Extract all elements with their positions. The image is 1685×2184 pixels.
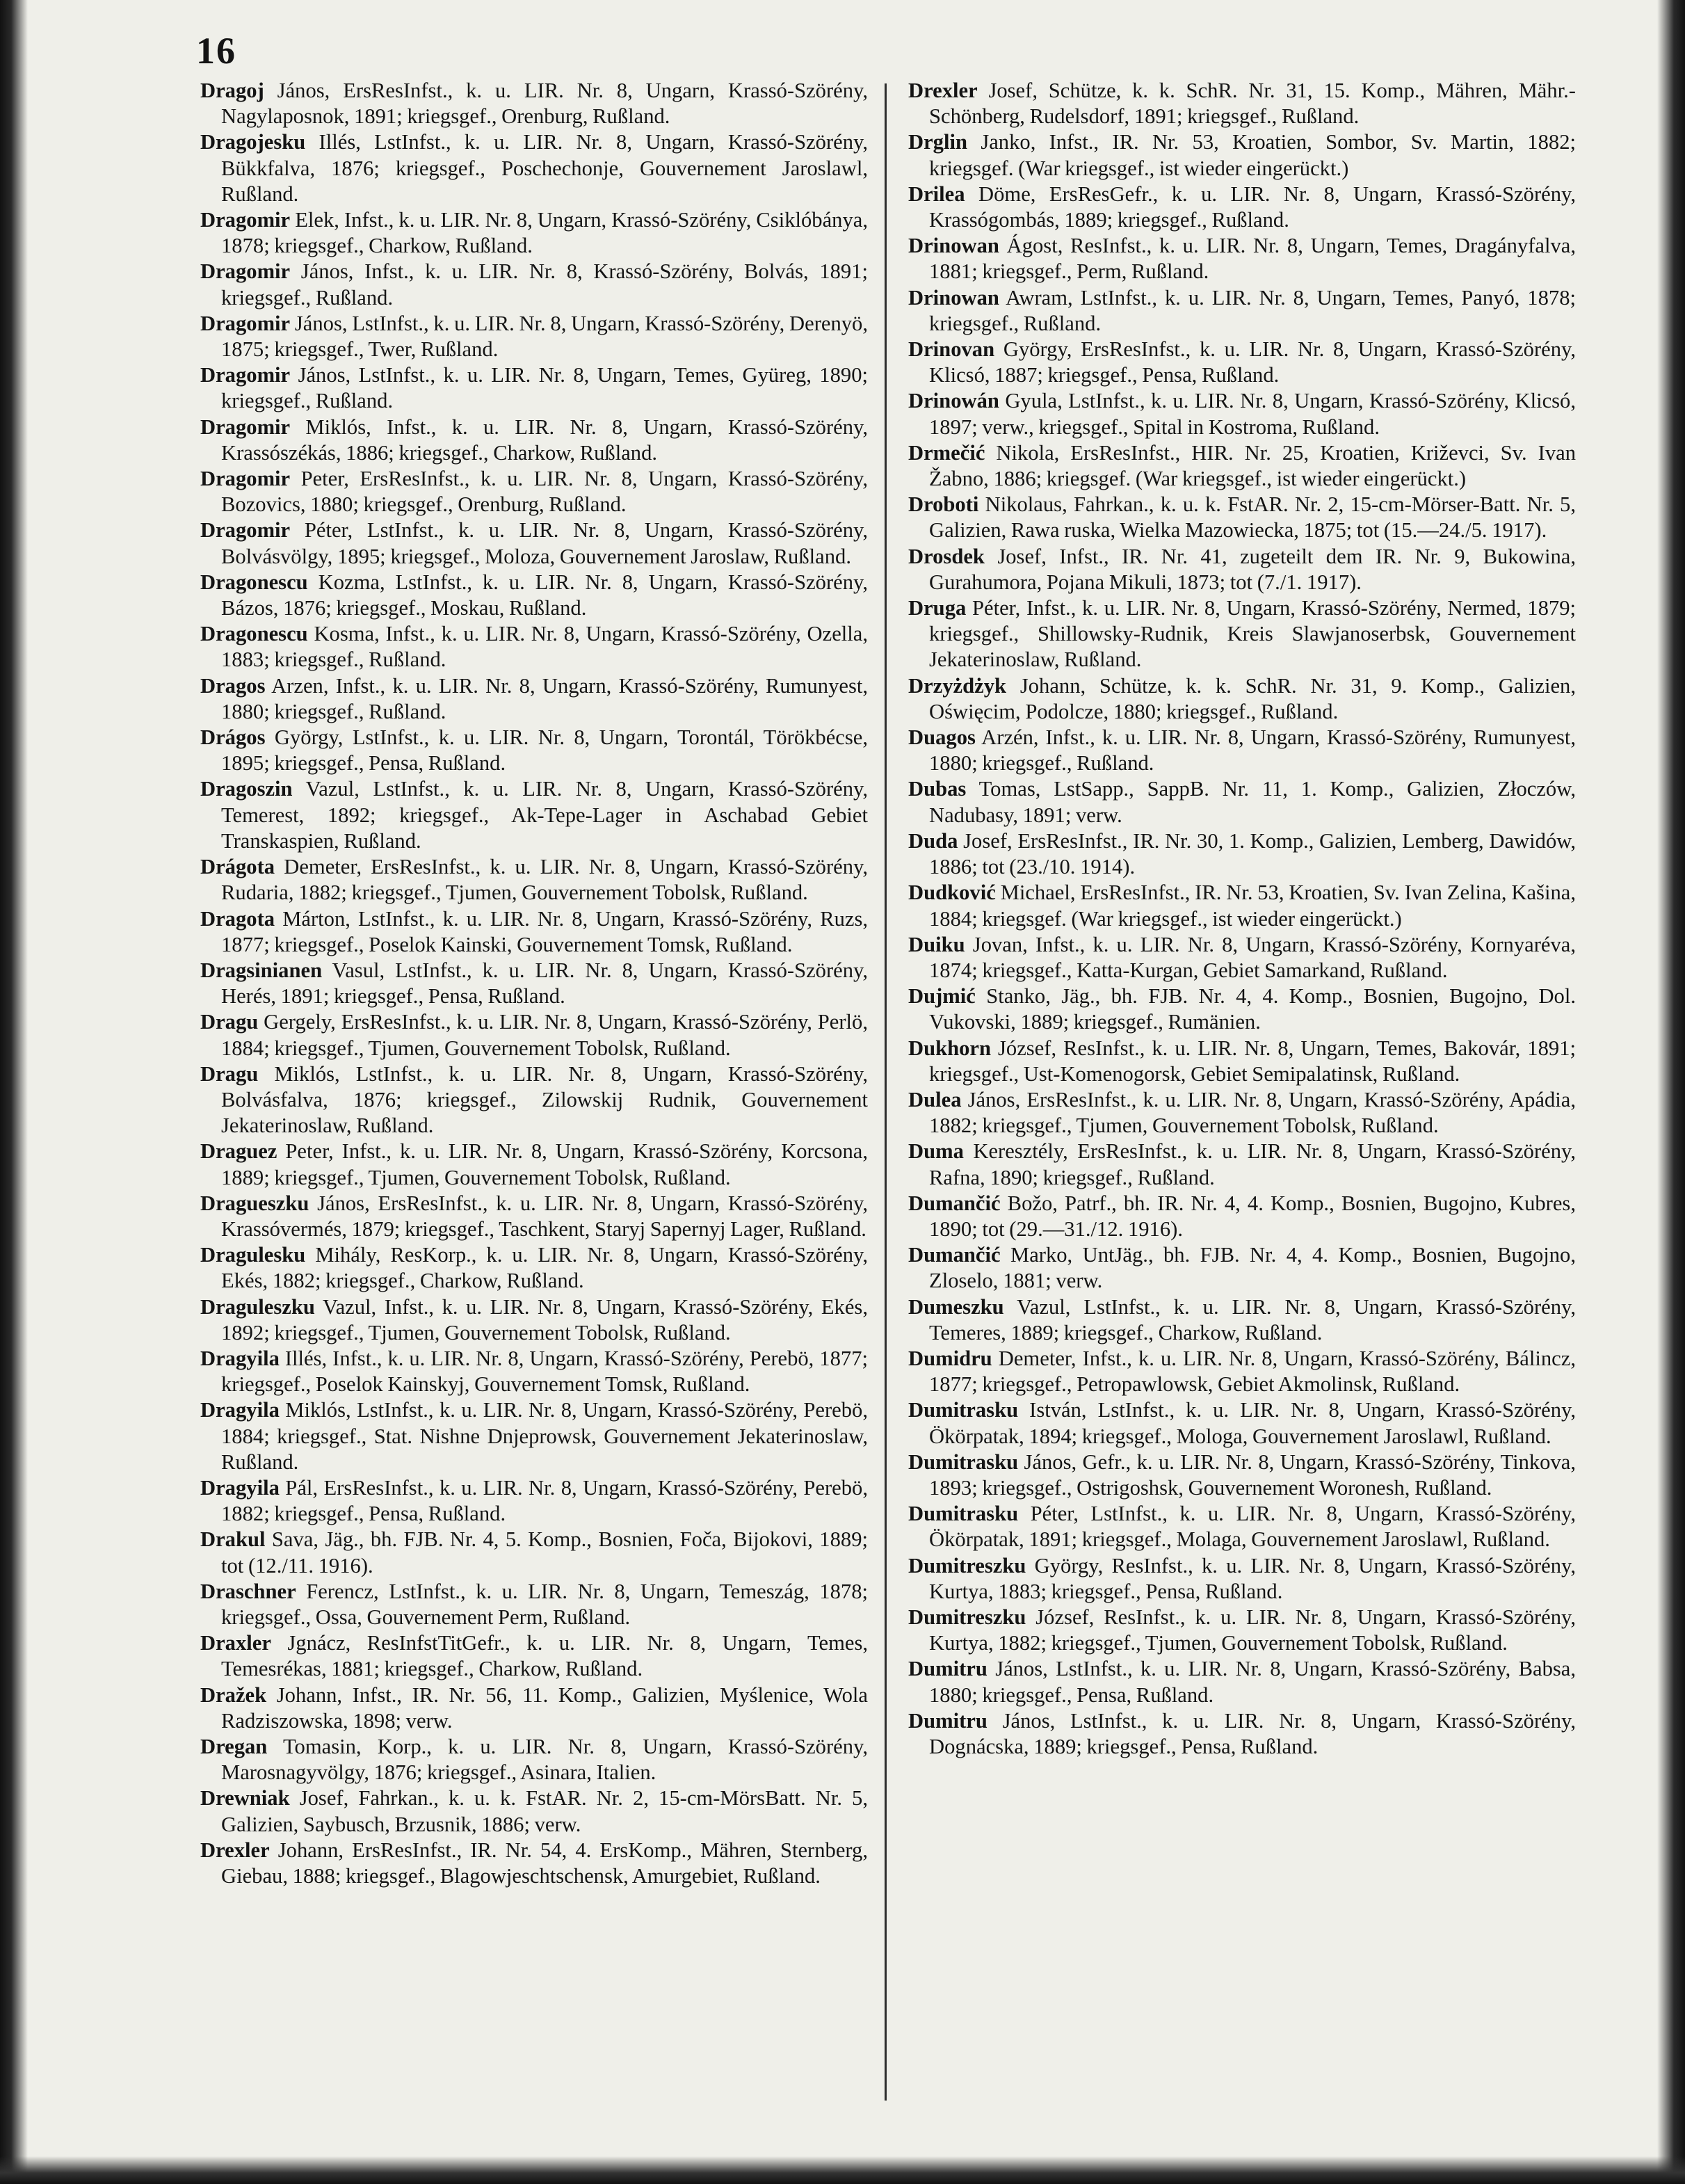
entry-surname: Dragyila xyxy=(200,1398,280,1422)
entry-details: Péter, LstInfst., k. u. LIR. Nr. 8, Ungarn, Krassó-Szörény, Ökörpatak, 1891; kriegsgef., Molaga, Gouvernement Jaroslawl, Rußland. xyxy=(929,1502,1576,1552)
entry-surname: Dumančić xyxy=(908,1243,1001,1267)
entry-details: János, LstInfst., k. u. LIR. Nr. 8, Ungarn, Krassó-Szörény, Derenyö, 1875; kriegsgef., Twer, Rußland. xyxy=(221,311,868,362)
entry-details: Johann, ErsResInfst., IR. Nr. 54, 4. ErsKomp., Mähren, Sternberg, Giebau, 1888; kriegsgef., Blagowjeschtschensk, Amurgebiet, Rußland. xyxy=(221,1838,868,1888)
entry-details: János, LstInfst., k. u. LIR. Nr. 8, Ungarn, Krassó-Szörény, Babsa, 1880; kriegsgef., Pensa, Rußland. xyxy=(929,1657,1576,1707)
list-entry xyxy=(908,776,1576,828)
entry-details: György, ErsResInfst., k. u. LIR. Nr. 8, Ungarn, Krassó-Szörény, Klicsó, 1887; kriegsgef., Pensa, Rußland. xyxy=(929,337,1576,387)
entry-surname: Dragomir xyxy=(200,415,291,439)
entry-details: György, ResInfst., k. u. LIR. Nr. 8, Ungarn, Krassó-Szörény, Kurtya, 1883; kriegsgef., Pensa, Rußland. xyxy=(929,1553,1576,1603)
entry-surname: Dragyila xyxy=(200,1475,280,1500)
entry-surname: Dragomir xyxy=(200,363,291,387)
list-entry xyxy=(908,1450,1576,1501)
list-entry xyxy=(908,388,1576,440)
entry-surname: Dragos xyxy=(200,673,266,698)
scan-edge-bottom xyxy=(0,2156,1685,2184)
list-entry xyxy=(200,1683,868,1734)
list-entry xyxy=(200,311,868,362)
entry-surname: Drewniak xyxy=(200,1786,290,1810)
entry-surname: Draguleszku xyxy=(200,1294,315,1319)
list-entry xyxy=(908,1553,1576,1605)
entry-surname: Drinowan xyxy=(908,285,999,310)
entry-surname: Drágota xyxy=(200,855,275,879)
list-entry xyxy=(908,78,1576,129)
entry-surname: Dragonescu xyxy=(200,570,308,594)
list-entry xyxy=(200,1009,868,1061)
list-entry xyxy=(200,1139,868,1190)
entry-surname: Dumančić xyxy=(908,1191,1001,1215)
list-entry xyxy=(908,932,1576,983)
list-entry xyxy=(200,129,868,207)
entry-surname: Dumitrasku xyxy=(908,1450,1019,1474)
list-entry xyxy=(200,958,868,1009)
entry-surname: Dragomir xyxy=(200,467,291,491)
entry-surname: Duma xyxy=(908,1139,964,1164)
entry-details: János, Gefr., k. u. LIR. Nr. 8, Ungarn, Krassó-Szörény, Tinkova, 1893; kriegsgef., Ostrigoshsk, Gouvernement Woronesh, Rußland. xyxy=(929,1450,1576,1500)
entry-details: Johann, Infst., IR. Nr. 56, 11. Komp., Galizien, Myślenice, Wola Radziszowska, 1898; verw. xyxy=(221,1683,868,1733)
entry-surname: Duda xyxy=(908,828,958,853)
list-entry xyxy=(908,233,1576,284)
entry-surname: Drilea xyxy=(908,182,965,206)
entry-surname: Drmečić xyxy=(908,440,985,465)
entry-surname: Dujmić xyxy=(908,984,976,1009)
entry-details: Michael, ErsResInfst., IR. Nr. 53, Kroatien, Sv. Ivan Zelina, Kašina, 1884; kriegsgef. (War kriegsgef., ist wieder eingerückt.) xyxy=(929,881,1576,931)
entry-surname: Dragomir xyxy=(200,518,291,543)
list-entry xyxy=(908,595,1576,673)
entry-details: Mihály, ResKorp., k. u. LIR. Nr. 8, Ungarn, Krassó-Szörény, Ekés, 1882; kriegsgef., Charkow, Rußland. xyxy=(221,1243,868,1293)
entry-surname: Drinowán xyxy=(908,389,999,413)
entry-details: Vazul, LstInfst., k. u. LIR. Nr. 8, Ungarn, Krassó-Szörény, Temeres, 1889; kriegsgef., Charkow, Rußland. xyxy=(929,1294,1576,1344)
list-entry xyxy=(908,1139,1576,1190)
list-entry xyxy=(908,1242,1576,1294)
entry-details: Janko, Infst., IR. Nr. 53, Kroatien, Sombor, Sv. Martin, 1882; kriegsgef. (War kriegsgef., ist wieder eingerückt.) xyxy=(929,130,1576,180)
entry-details: Tomas, LstSapp., SappB. Nr. 11, 1. Komp., Galizien, Złoczów, Nadubasy, 1891; verw. xyxy=(929,777,1576,827)
entry-details: Ágost, ResInfst., k. u. LIR. Nr. 8, Ungarn, Temes, Dragányfalva, 1881; kriegsgef., Perm, Rußland. xyxy=(929,234,1576,284)
page-number: 16 xyxy=(196,30,236,72)
entry-details: Tomasin, Korp., k. u. LIR. Nr. 8, Ungarn, Krassó-Szörény, Marosnagyvölgy, 1876; kriegsgef., Asinara, Italien. xyxy=(221,1735,868,1785)
entry-details: Josef, Infst., IR. Nr. 41, zugeteilt dem IR. Nr. 9, Bukowina, Gurahumora, Pojana Mikuli, 1873; tot (7./1. 1917). xyxy=(929,544,1576,594)
entry-details: Marko, UntJäg., bh. FJB. Nr. 4, 4. Komp., Bosnien, Bugojno, Zloselo, 1881; verw. xyxy=(929,1243,1576,1293)
entry-details: Arzen, Infst., k. u. LIR. Nr. 8, Ungarn, Krassó-Szörény, Rumunyest, 1880; kriegsgef., Rußland. xyxy=(221,673,868,723)
scan-edge-right xyxy=(1657,0,1685,2184)
list-entry xyxy=(908,880,1576,931)
list-entry xyxy=(200,362,868,414)
entry-surname: Drosdek xyxy=(908,544,985,568)
list-entry xyxy=(908,492,1576,543)
list-entry xyxy=(908,1656,1576,1708)
list-entry xyxy=(200,776,868,854)
entry-surname: Drágos xyxy=(200,725,266,750)
list-entry xyxy=(200,207,868,259)
entry-details: Jgnácz, ResInfstTitGefr., k. u. LIR. Nr. 8, Ungarn, Temes, Temesrékas, 1881; kriegsgef., Charkow, Rußland. xyxy=(221,1631,868,1681)
list-entry xyxy=(908,1346,1576,1397)
entry-details: Peter, ErsResInfst., k. u. LIR. Nr. 8, Ungarn, Krassó-Szörény, Bozovics, 1880; kriegsgef., Orenburg, Rußland. xyxy=(221,467,868,517)
list-entry xyxy=(908,1191,1576,1242)
list-entry xyxy=(200,1734,868,1785)
list-entry xyxy=(200,1191,868,1242)
list-entry xyxy=(200,725,868,776)
list-entry xyxy=(908,673,1576,725)
list-entry xyxy=(200,259,868,310)
entry-details: Ferencz, LstInfst., k. u. LIR. Nr. 8, Ungarn, Temeszág, 1878; kriegsgef., Ossa, Gouvernement Perm, Rußland. xyxy=(221,1579,868,1629)
entry-surname: Dukhorn xyxy=(908,1036,992,1060)
entry-details: Miklós, Infst., k. u. LIR. Nr. 8, Ungarn, Krassó-Szörény, Krassószékás, 1886; kriegsgef., Charkow, Rußland. xyxy=(221,415,868,465)
entry-surname: Dragomir xyxy=(200,259,291,284)
entry-surname: Drexler xyxy=(200,1838,270,1862)
entry-surname: Draxler xyxy=(200,1631,271,1655)
entry-details: János, LstInfst., k. u. LIR. Nr. 8, Ungarn, Temes, Gyüreg, 1890; kriegsgef., Rußland. xyxy=(221,363,868,413)
entry-details: István, LstInfst., k. u. LIR. Nr. 8, Ungarn, Krassó-Szörény, Ökörpatak, 1894; kriegsgef., Mologa, Gouvernement Jaroslawl, Rußland. xyxy=(929,1398,1576,1448)
list-entry xyxy=(200,1061,868,1139)
entry-details: Sava, Jäg., bh. FJB. Nr. 4, 5. Komp., Bosnien, Foča, Bijokovi, 1889; tot (12./11. 1916). xyxy=(221,1527,868,1577)
entry-details: Arzén, Infst., k. u. LIR. Nr. 8, Ungarn, Krassó-Szörény, Rumunyest, 1880; kriegsgef., Rußland. xyxy=(929,725,1576,776)
list-entry xyxy=(908,544,1576,595)
entry-surname: Dumitrasku xyxy=(908,1502,1019,1526)
list-entry xyxy=(908,1605,1576,1656)
entry-surname: Dragu xyxy=(200,1010,259,1034)
entry-surname: Dragsinianen xyxy=(200,958,323,982)
entry-surname: Dudković xyxy=(908,881,996,905)
list-entry xyxy=(200,1838,868,1889)
entry-surname: Dulea xyxy=(908,1087,962,1111)
list-entry xyxy=(908,1294,1576,1346)
entry-details: Peter, Infst., k. u. LIR. Nr. 8, Ungarn, Krassó-Szörény, Korcsona, 1889; kriegsgef., Tjumen, Gouvernement Tobolsk, Rußland. xyxy=(221,1139,868,1189)
entry-surname: Dumidru xyxy=(908,1346,992,1370)
entry-details: Josef, Fahrkan., k. u. k. FstAR. Nr. 2, 15-cm-MörsBatt. Nr. 5, Galizien, Saybusch, Brzusnik, 1886; verw. xyxy=(221,1786,868,1836)
entry-details: József, ResInfst., k. u. LIR. Nr. 8, Ungarn, Krassó-Szörény, Kurtya, 1882; kriegsgef., Tjumen, Gouvernement Tobolsk, Rußland. xyxy=(929,1605,1576,1655)
entry-details: Vazul, LstInfst., k. u. LIR. Nr. 8, Ungarn, Krassó-Szörény, Temerest, 1892; kriegsgef., Ak-Tepe-Lager in Aschabad Gebiet Transkaspien, Rußland. xyxy=(221,777,868,853)
entry-surname: Druga xyxy=(908,596,967,620)
list-entry xyxy=(908,440,1576,492)
entry-details: Nikola, ErsResInfst., HIR. Nr. 25, Kroatien, Križevci, Sv. Ivan Žabno, 1886; kriegsgef. (War kriegsgef., ist wieder eingerückt.) xyxy=(929,440,1576,491)
entry-surname: Duagos xyxy=(908,725,976,750)
entry-details: Vazul, Infst., k. u. LIR. Nr. 8, Ungarn, Krassó-Szörény, Ekés, 1892; kriegsgef., Tjumen, Gouvernement Tobolsk, Rußland. xyxy=(221,1294,868,1344)
list-entry xyxy=(200,1475,868,1527)
list-entry xyxy=(200,906,868,958)
entry-surname: Draschner xyxy=(200,1579,296,1603)
entry-details: Elek, Infst., k. u. LIR. Nr. 8, Ungarn, Krassó-Szörény, Csiklóbánya, 1878; kriegsgef., Charkow, Rußland. xyxy=(221,208,868,258)
entry-surname: Draguez xyxy=(200,1139,277,1164)
list-entry xyxy=(200,621,868,673)
entry-surname: Dumitru xyxy=(908,1657,987,1681)
entry-surname: Dragonescu xyxy=(200,622,308,646)
entry-surname: Dumitreszku xyxy=(908,1605,1026,1629)
entry-surname: Drakul xyxy=(200,1527,266,1552)
list-entry xyxy=(200,570,868,621)
entry-details: Johann, Schütze, k. k. SchR. Nr. 31, 9. Komp., Galizien, Oświęcim, Podolcze, 1880; kriegsgef., Rußland. xyxy=(929,673,1576,723)
entry-details: Awram, LstInfst., k. u. LIR. Nr. 8, Ungarn, Temes, Panyó, 1878; kriegsgef., Rußland. xyxy=(929,285,1576,335)
entry-details: Gyula, LstInfst., k. u. LIR. Nr. 8, Ungarn, Krassó-Szörény, Klicsó, 1897; verw., kriegsgef., Spital in Kostroma, Rußland. xyxy=(929,389,1576,439)
entry-details: Gergely, ErsResInfst., k. u. LIR. Nr. 8, Ungarn, Krassó-Szörény, Perlö, 1884; kriegsgef., Tjumen, Gouvernement Tobolsk, Rußland. xyxy=(221,1010,868,1060)
entry-surname: Dubas xyxy=(908,777,967,801)
entry-surname: Dragu xyxy=(200,1061,259,1086)
list-entry xyxy=(200,1785,868,1837)
list-entry xyxy=(200,1397,868,1475)
entry-surname: Drzyżdżyk xyxy=(908,673,1007,698)
entry-details: Stanko, Jäg., bh. FJB. Nr. 4, 4. Komp., Bosnien, Bugojno, Dol. Vukovski, 1889; kriegsgef., Rumänien. xyxy=(929,984,1576,1034)
entry-surname: Dumitrasku xyxy=(908,1398,1019,1422)
entry-surname: Dregan xyxy=(200,1735,268,1758)
entry-surname: Drexler xyxy=(908,79,978,102)
entry-details: Josef, ErsResInfst., IR. Nr. 30, 1. Komp., Galizien, Lemberg, Dawidów, 1886; tot (23./10. 1914). xyxy=(929,828,1576,879)
entry-details: György, LstInfst., k. u. LIR. Nr. 8, Ungarn, Torontál, Törökbécse, 1895; kriegsgef., Pensa, Rußland. xyxy=(221,725,868,776)
entry-details: János, ErsResInfst., k. u. LIR. Nr. 8, Ungarn, Krassó-Szörény, Apádia, 1882; kriegsgef., Tjumen, Gouvernement Tobolsk, Rußland. xyxy=(929,1087,1576,1138)
list-entry xyxy=(200,1579,868,1630)
entry-details: Božo, Patrf., bh. IR. Nr. 4, 4. Komp., Bosnien, Bugojno, Kubres, 1890; tot (29.—31./12. 1916). xyxy=(929,1191,1576,1241)
list-entry xyxy=(200,415,868,466)
list-entry xyxy=(200,517,868,569)
list-entry xyxy=(200,1294,868,1346)
list-entry xyxy=(908,1708,1576,1760)
entry-details: Márton, LstInfst., k. u. LIR. Nr. 8, Ungarn, Krassó-Szörény, Ruzs, 1877; kriegsgef., Poselok Kainski, Gouvernement Tomsk, Rußland. xyxy=(221,906,868,956)
entry-surname: Dragyila xyxy=(200,1346,280,1370)
entry-details: Demeter, ErsResInfst., k. u. LIR. Nr. 8, Ungarn, Krassó-Szörény, Rudaria, 1882; kriegsgef., Tjumen, Gouvernement Tobolsk, Rußland. xyxy=(221,855,868,905)
list-entry xyxy=(200,854,868,906)
entry-details: Pál, ErsResInfst., k. u. LIR. Nr. 8, Ungarn, Krassó-Szörény, Perebö, 1882; kriegsgef., Pensa, Rußland. xyxy=(221,1475,868,1526)
list-entry xyxy=(200,78,868,129)
entry-details: Josef, Schütze, k. k. SchR. Nr. 31, 15. Komp., Mähren, Mähr.-Schönberg, Rudelsdorf, 1891; kriegsgef., Rußland. xyxy=(929,79,1576,129)
entry-surname: Drinovan xyxy=(908,337,995,362)
list-entry xyxy=(200,1630,868,1682)
entry-surname: Dragojesku xyxy=(200,130,306,154)
list-entry xyxy=(200,466,868,517)
list-entry xyxy=(908,1087,1576,1139)
entry-surname: Dumitru xyxy=(908,1708,987,1733)
entry-surname: Dragota xyxy=(200,906,275,931)
entry-surname: Dumitreszku xyxy=(908,1553,1026,1577)
entry-surname: Duiku xyxy=(908,932,965,956)
list-entry xyxy=(200,1346,868,1397)
entry-surname: Droboti xyxy=(908,492,979,517)
entry-surname: Drinowan xyxy=(908,234,999,258)
entry-details: Jovan, Infst., k. u. LIR. Nr. 8, Ungarn, Krassó-Szörény, Kornyaréva, 1874; kriegsgef., Katta-Kurgan, Gebiet Samarkand, Rußland. xyxy=(929,932,1576,982)
entry-details: Nikolaus, Fahrkan., k. u. k. FstAR. Nr. 2, 15-cm-Mörser-Batt. Nr. 5, Galizien, Rawa ruska, Wielka Mazowiecka, 1875; tot (15.—24./5. 1917). xyxy=(929,492,1576,543)
entry-details: Kosma, Infst., k. u. LIR. Nr. 8, Ungarn, Krassó-Szörény, Ozella, 1883; kriegsgef., Rußland. xyxy=(221,622,868,672)
list-entry xyxy=(908,828,1576,880)
entry-details: Miklós, LstInfst., k. u. LIR. Nr. 8, Ungarn, Krassó-Szörény, Bolvásfalva, 1876; kriegsgef., Zilowskij Rudnik, Gouvernement Jekaterinoslaw, Rußland. xyxy=(221,1061,868,1138)
entry-details: Demeter, Infst., k. u. LIR. Nr. 8, Ungarn, Krassó-Szörény, Bálincz, 1877; kriegsgef., Petropawlowsk, Gebiet Akmolinsk, Rußland. xyxy=(929,1346,1576,1397)
entry-details: János, Infst., k. u. LIR. Nr. 8, Krassó-Szörény, Bolvás, 1891; kriegsgef., Rußland. xyxy=(221,259,868,310)
entry-details: Vasul, LstInfst., k. u. LIR. Nr. 8, Ungarn, Krassó-Szörény, Herés, 1891; kriegsgef., Pensa, Rußland. xyxy=(221,958,868,1009)
list-entry xyxy=(908,725,1576,776)
list-entry xyxy=(908,1036,1576,1087)
entry-details: Illés, Infst., k. u. LIR. Nr. 8, Ungarn, Krassó-Szörény, Perebö, 1877; kriegsgef., Poselok Kainskyj, Gouvernement Tomsk, Rußland. xyxy=(221,1346,868,1397)
entry-surname: Dragueszku xyxy=(200,1191,309,1215)
list-entry xyxy=(200,1242,868,1294)
list-entry xyxy=(908,1397,1576,1449)
entry-surname: Dumeszku xyxy=(908,1294,1004,1319)
list-entry xyxy=(908,983,1576,1035)
list-entry xyxy=(200,673,868,725)
list-entry xyxy=(200,1527,868,1578)
entry-surname: Dragomir xyxy=(200,208,291,232)
entry-details: Kozma, LstInfst., k. u. LIR. Nr. 8, Ungarn, Krassó-Szörény, Bázos, 1876; kriegsgef., Moskau, Rußland. xyxy=(221,570,868,620)
entry-surname: Dražek xyxy=(200,1683,267,1707)
list-entry xyxy=(908,1501,1576,1552)
entry-details: Péter, LstInfst., k. u. LIR. Nr. 8, Ungarn, Krassó-Szörény, Bolvásvölgy, 1895; kriegsgef., Moloza, Gouvernement Jaroslaw, Rußland. xyxy=(221,518,868,568)
entry-surname: Dragulesku xyxy=(200,1243,306,1267)
entry-details: Illés, LstInfst., k. u. LIR. Nr. 8, Ungarn, Krassó-Szörény, Bükkfalva, 1876; kriegsgef., Poschechonje, Gouvernement Jaroslawl, Rußland. xyxy=(221,130,868,206)
scan-edge-left xyxy=(0,0,28,2184)
right-column xyxy=(908,78,1576,1760)
column-divider xyxy=(885,83,887,2101)
entry-details: János, ErsResInfst., k. u. LIR. Nr. 8, Ungarn, Krassó-Szörény, Krassóvermés, 1879; kriegsgef., Taschkent, Staryj Sapernyj Lager, Rußland. xyxy=(221,1191,868,1241)
list-entry xyxy=(908,182,1576,233)
entry-details: Döme, ErsResGefr., k. u. LIR. Nr. 8, Ungarn, Krassó-Szörény, Krassógombás, 1889; kriegsgef., Rußland. xyxy=(929,182,1576,232)
entry-surname: Dragoj xyxy=(200,79,264,102)
left-column xyxy=(200,78,868,1889)
entry-details: Miklós, LstInfst., k. u. LIR. Nr. 8, Ungarn, Krassó-Szörény, Perebö, 1884; kriegsgef., Stat. Nishne Dnjeprowsk, Gouvernement Jekaterinoslaw, Rußland. xyxy=(221,1398,868,1474)
entry-details: János, LstInfst., k. u. LIR. Nr. 8, Ungarn, Krassó-Szörény, Dognácska, 1889; kriegsgef., Pensa, Rußland. xyxy=(929,1708,1576,1758)
entry-surname: Dragomir xyxy=(200,311,291,335)
entry-details: Keresztély, ErsResInfst., k. u. LIR. Nr. 8, Ungarn, Krassó-Szörény, Rafna, 1890; kriegsgef., Rußland. xyxy=(929,1139,1576,1189)
list-entry xyxy=(908,129,1576,181)
entry-details: János, ErsResInfst., k. u. LIR. Nr. 8, Ungarn, Krassó-Szörény, Nagylaposnok, 1891; kriegsgef., Orenburg, Rußland. xyxy=(221,79,868,129)
entry-surname: Dragoszin xyxy=(200,777,293,801)
entry-details: Péter, Infst., k. u. LIR. Nr. 8, Ungarn, Krassó-Szörény, Nermed, 1879; kriegsgef., Shillowsky-Rudnik, Kreis Slawjanoserbsk, Gouvernement Jekaterinoslaw, Rußland. xyxy=(929,596,1576,672)
list-entry xyxy=(908,285,1576,337)
entry-surname: Drglin xyxy=(908,130,967,154)
list-entry xyxy=(908,337,1576,388)
entry-details: József, ResInfst., k. u. LIR. Nr. 8, Ungarn, Temes, Bakovár, 1891; kriegsgef., Ust-Komenogorsk, Gebiet Semipalatinsk, Rußland. xyxy=(929,1036,1576,1086)
